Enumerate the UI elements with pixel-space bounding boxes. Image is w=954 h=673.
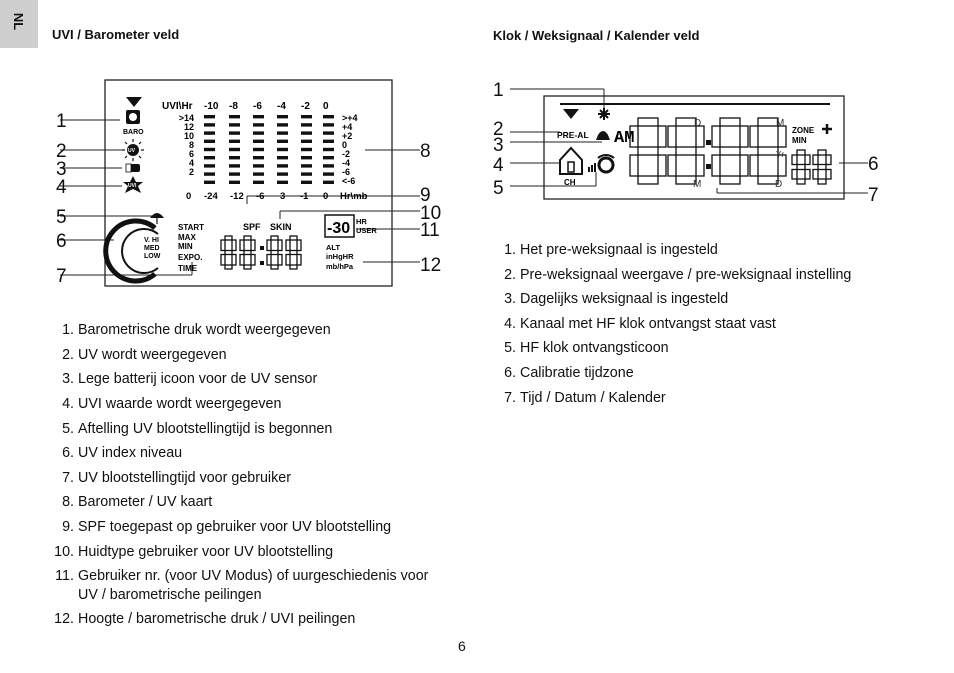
top-scale-2: -6 [253,101,262,112]
top-scale-3: -4 [277,101,286,112]
bottom-scale-6: 0 [323,191,329,202]
bottom-scale-3: -6 [256,191,265,202]
uvi-level-2: 10 [183,131,194,141]
language-tab [0,0,38,48]
hr-label: HR [356,217,367,226]
clock-callout-2: 2 [493,119,504,140]
mode-time: TIME [178,264,198,273]
m-bottom-label: M [693,179,702,190]
baro-level-4: -2 [342,149,351,159]
callout-3: 3 [56,159,67,180]
clock-callout-6: 6 [868,154,879,175]
bottom-scale-1: -24 [204,191,218,202]
callout-7: 7 [56,266,67,287]
callout-5: 5 [56,207,67,228]
clock-section-title: Klok / Weksignaal / Kalender veld [493,28,700,43]
top-scale-1: -8 [229,101,238,112]
callout-2: 2 [56,141,67,162]
uvi-legend-list: 1. Barometrische druk wordt weergegeven 2. UV wordt weergegeven 3. Lege batterij icoon voor de UV sensor 4. UVI waarde wordt weergegeven 5. Aftelling UV blootstellingtijd is begonnen 6. UV index niveau 7. UV blootstellingtijd voor gebruiker 8. Barometer / UV kaart 9. SPF toegepast op gebruiker voor UV blootstelling 10. Huidtype gebruiker voor UV blootstelling 11. Gebruiker nr. (voor UV Modus) of uurgeschiedenis voor UV / barometrische peilingen 12. Hoogte / barometrische druk / UVI peilingen [54,322,429,627]
yr-label: Yr [776,150,784,159]
clock-legend-list: 1. Het pre-weksignaal is ingesteld 2. Pre-weksignaal weergave / pre-weksignaal instelling 3. Dagelijks weksignaal is ingesteld 4. Kanaal met HF klok ontvangst staat vast 5. HF klok ontvangsticoon 6. Calibratie tijdzone 7. Tijd / Datum / Kalender [504,242,852,406]
bottom-scale-5: -1 [300,191,309,202]
top-scale-0: -10 [204,101,219,112]
mode-expo: EXPO. [178,253,203,262]
callout-11: 11 [420,220,440,241]
minus-30-value: -30 [327,220,351,237]
clock-callout-1: 1 [493,80,504,101]
am-label: AM [614,129,635,148]
baro-level-1: +4 [342,122,353,132]
callout-1: 1 [56,111,67,132]
bottom-scale-2: -12 [230,191,244,202]
callout-10: 10 [420,203,442,224]
mode-start: START [178,223,205,232]
zone-label: ZONE [792,126,815,135]
m-top-label: M [776,118,785,129]
index-med: MED [144,245,160,252]
callout-9: 9 [420,185,431,206]
baro-label: BARO [123,129,144,136]
callout-4: 4 [56,177,67,198]
mode-max: MAX [178,233,196,242]
baro-level-7: <-6 [342,176,356,186]
callout-6: 6 [56,231,67,252]
uvi-level-6: 2 [188,167,194,177]
pre-al-label: PRE-AL [557,130,589,140]
d-top-label: D [694,118,702,129]
page-number: 6 [458,638,466,654]
callout-8: 8 [420,141,431,162]
bottom-unit: Hr\mb [340,191,368,202]
uvi-level-4: 6 [188,149,194,159]
uvi-level-5: 4 [188,158,194,168]
index-vhi: V. HI [144,237,159,244]
top-scale-5: 0 [323,101,329,112]
uvi-level-1: 12 [183,122,194,132]
clock-callout-7: 7 [868,185,879,206]
unit-alt: ALT [326,243,341,252]
uvi-icon-label: UVI [128,183,137,189]
unit-inhghr: inHgHR [326,252,354,261]
clock-callout-5: 5 [493,178,504,199]
baro-level-3: 0 [342,140,348,150]
top-scale-4: -2 [301,101,310,112]
bottom-scale-0: 0 [186,191,192,202]
baro-level-5: -4 [342,158,351,168]
user-label: USER [356,226,377,235]
d-bottom-label: D [775,179,783,190]
bottom-scale-4: 3 [280,191,286,202]
index-low: LOW [144,253,161,260]
uv-label: UV [128,148,135,154]
baro-level-6: -6 [342,167,351,177]
language-label: NL [11,12,27,31]
uvi-barometer-title: UVI / Barometer veld [52,27,180,42]
spf-label: SPF [243,222,261,232]
baro-level-2: +2 [342,131,353,141]
uvi-level-0: >14 [178,113,194,123]
mode-min: MIN [178,242,193,251]
unit-mbhpa: mb/hPa [326,262,354,271]
uvi-header: UVI\Hr [162,101,193,112]
ch-label: CH [564,178,576,187]
callout-12: 12 [420,255,442,276]
baro-level-0: >+4 [342,113,358,123]
uvi-level-3: 8 [188,140,194,150]
min-label: MIN [792,136,807,145]
clock-callout-4: 4 [493,155,504,176]
skin-label: SKIN [270,222,292,232]
clock-callout-3: 3 [493,135,504,156]
